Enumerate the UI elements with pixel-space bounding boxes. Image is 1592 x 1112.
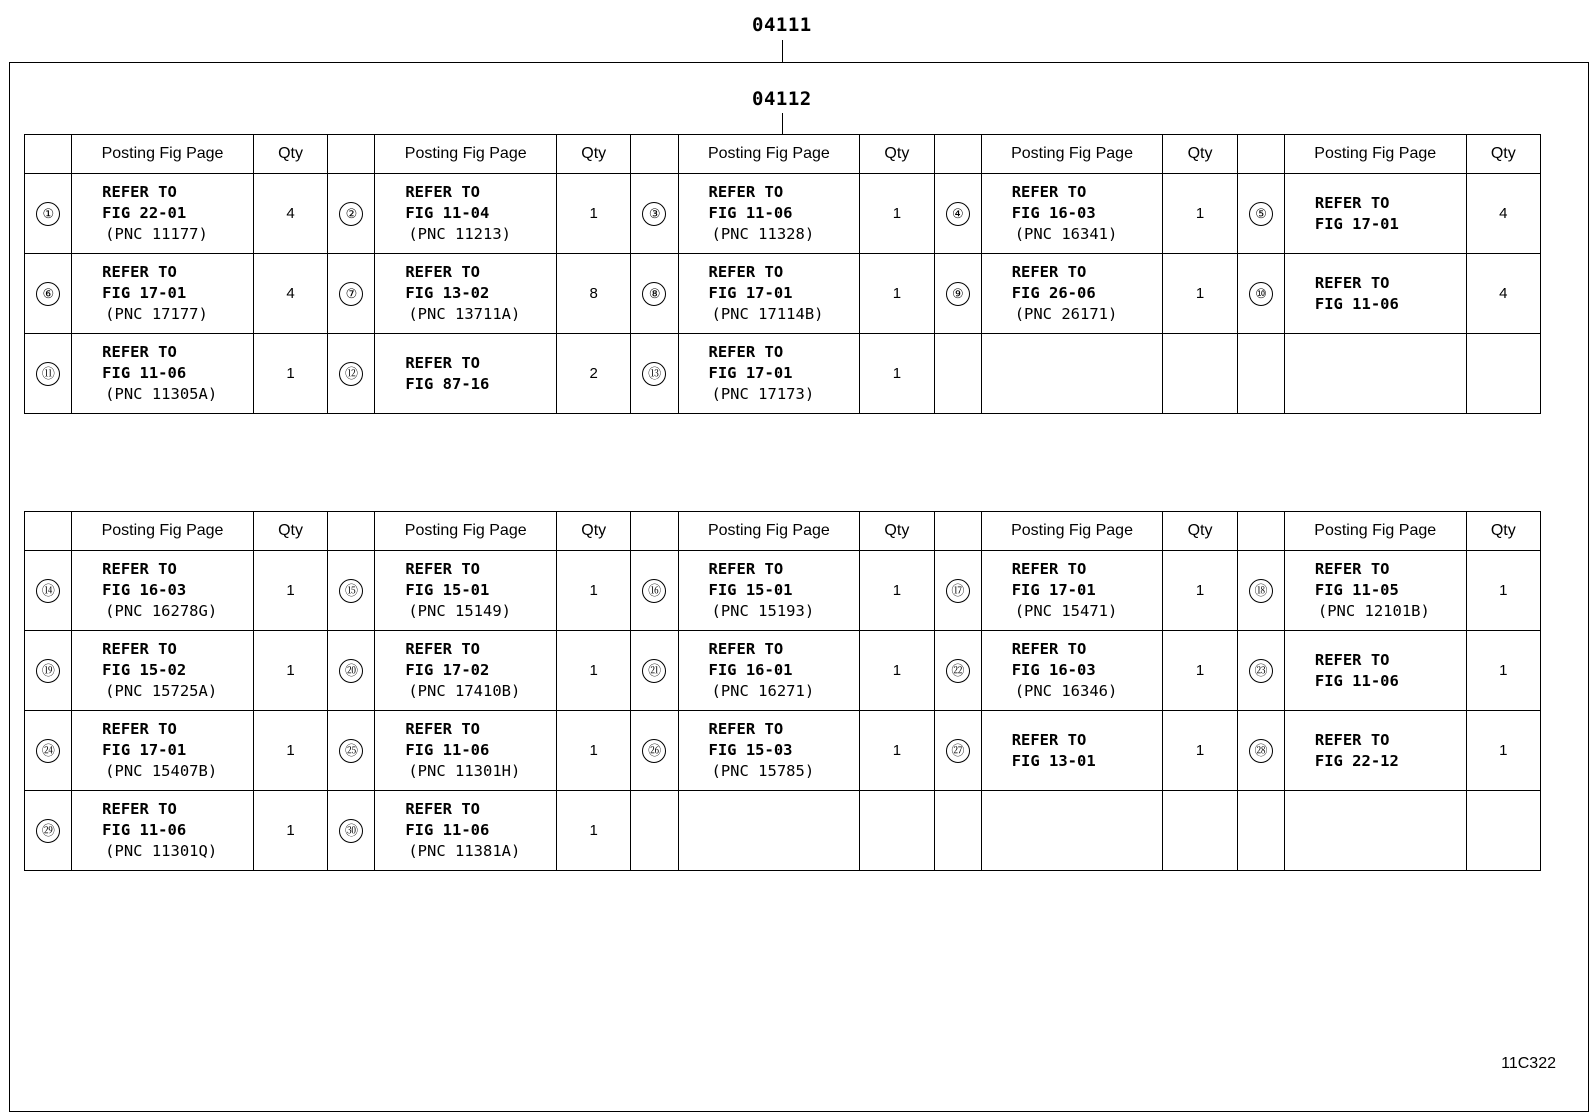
header-num-cell <box>631 135 678 174</box>
pnc-reference: (PNC 11301H) <box>408 762 521 780</box>
refer-to: REFER TO <box>102 720 177 738</box>
reference-cell <box>72 631 254 711</box>
refer-to: REFER TO <box>405 720 480 738</box>
empty-cell <box>860 791 934 871</box>
reference-cell <box>375 254 557 334</box>
item-number-cell <box>25 174 72 254</box>
qty-cell: 1 <box>557 551 631 631</box>
fig-reference: FIG 13-02 <box>405 284 490 302</box>
item-number: ① <box>36 202 60 226</box>
item-number-cell <box>328 334 375 414</box>
empty-cell <box>1163 334 1237 414</box>
item-number: ㉓ <box>1249 659 1273 683</box>
header-posting: Posting Fig Page <box>1284 512 1466 551</box>
reference-cell <box>375 631 557 711</box>
item-number-cell <box>631 254 678 334</box>
item-number-cell <box>328 631 375 711</box>
refer-to: REFER TO <box>1314 273 1390 292</box>
pnc-reference: (PNC 17173) <box>711 385 815 403</box>
pnc-reference: (PNC 15149) <box>408 602 511 620</box>
qty-cell: 1 <box>557 711 631 791</box>
table-row <box>25 334 1541 414</box>
header-num-cell <box>1237 135 1284 174</box>
item-number: ⑥ <box>36 282 60 306</box>
item-number: ㉚ <box>339 819 363 843</box>
pnc-reference: (PNC 16278G) <box>105 602 218 620</box>
refer-to: REFER TO <box>1314 730 1390 749</box>
reference-cell <box>72 551 254 631</box>
header-posting: Posting Fig Page <box>72 135 254 174</box>
fig-reference: FIG 17-01 <box>102 284 187 302</box>
item-number-cell <box>631 334 678 414</box>
header-qty: Qty <box>860 135 934 174</box>
pnc-reference: (PNC 26171) <box>1014 305 1118 323</box>
qty-cell: 1 <box>1163 174 1237 254</box>
item-number-cell <box>25 711 72 791</box>
item-number-cell <box>631 631 678 711</box>
reference-cell <box>981 174 1163 254</box>
header-num-cell <box>934 512 981 551</box>
reference-cell <box>981 631 1163 711</box>
item-number-cell <box>631 711 678 791</box>
qty-cell: 1 <box>1163 631 1237 711</box>
header-posting: Posting Fig Page <box>678 512 860 551</box>
reference-cell <box>1284 254 1466 334</box>
header-qty: Qty <box>860 512 934 551</box>
header-qty: Qty <box>1163 512 1237 551</box>
fig-reference: FIG 17-01 <box>708 364 793 382</box>
empty-cell <box>1163 791 1237 871</box>
parts-table-1 <box>24 134 1541 414</box>
fig-reference: FIG 17-01 <box>708 284 793 302</box>
qty-cell: 4 <box>1466 174 1540 254</box>
reference-cell <box>72 334 254 414</box>
fig-reference: FIG 87-16 <box>405 374 490 393</box>
fig-reference: FIG 11-06 <box>1314 671 1399 690</box>
item-number: ⑬ <box>642 362 666 386</box>
reference-cell <box>72 254 254 334</box>
pnc-reference: (PNC 17410B) <box>408 682 521 700</box>
refer-to: REFER TO <box>405 353 480 372</box>
refer-to: REFER TO <box>102 640 177 658</box>
reference-cell <box>72 174 254 254</box>
refer-to: REFER TO <box>708 263 784 281</box>
fig-reference: FIG 17-01 <box>1314 214 1399 233</box>
item-number: ⑰ <box>946 579 970 603</box>
header-qty: Qty <box>557 512 631 551</box>
item-number: ⑩ <box>1249 282 1273 306</box>
header-qty: Qty <box>253 512 327 551</box>
header-qty: Qty <box>557 135 631 174</box>
qty-cell: 1 <box>1163 711 1237 791</box>
qty-cell: 1 <box>860 334 934 414</box>
refer-to: REFER TO <box>1011 263 1087 281</box>
item-number: ④ <box>946 202 970 226</box>
header-posting: Posting Fig Page <box>1284 135 1466 174</box>
refer-to: REFER TO <box>708 343 784 361</box>
item-number: ⑧ <box>642 282 666 306</box>
refer-to: REFER TO <box>1314 650 1390 669</box>
item-number: ⑮ <box>339 579 363 603</box>
qty-cell: 1 <box>557 791 631 871</box>
empty-cell <box>631 791 678 871</box>
parts-table-2 <box>24 511 1541 871</box>
qty-cell: 4 <box>253 174 327 254</box>
qty-cell: 8 <box>557 254 631 334</box>
fig-reference: FIG 15-01 <box>405 581 490 599</box>
header-posting: Posting Fig Page <box>678 135 860 174</box>
fig-reference: FIG 13-01 <box>1011 751 1096 770</box>
qty-cell: 1 <box>253 551 327 631</box>
figure-code: 11C322 <box>1501 1055 1556 1072</box>
reference-cell <box>981 711 1163 791</box>
pnc-reference: (PNC 15471) <box>1014 602 1118 620</box>
reference-cell <box>678 334 860 414</box>
pnc-reference: (PNC 11177) <box>105 225 208 243</box>
qty-cell: 1 <box>557 631 631 711</box>
refer-to: REFER TO <box>405 263 480 281</box>
empty-cell <box>1284 334 1466 414</box>
reference-cell <box>1284 551 1466 631</box>
qty-cell: 1 <box>557 174 631 254</box>
pnc-reference: (PNC 11328) <box>711 225 815 243</box>
pnc-reference: (PNC 15785) <box>711 762 815 780</box>
item-number: ㉘ <box>1249 739 1273 763</box>
pnc-reference: (PNC 13711A) <box>408 305 521 323</box>
item-number: ⑪ <box>36 362 60 386</box>
item-number: ⑭ <box>36 579 60 603</box>
empty-cell <box>934 791 981 871</box>
empty-cell <box>1237 334 1284 414</box>
header-posting: Posting Fig Page <box>375 135 557 174</box>
pnc-reference: (PNC 11301Q) <box>105 842 218 860</box>
qty-cell: 1 <box>1466 711 1540 791</box>
pnc-reference: (PNC 11213) <box>408 225 511 243</box>
empty-cell <box>678 791 860 871</box>
refer-to: REFER TO <box>102 343 177 361</box>
refer-to: REFER TO <box>1011 183 1087 201</box>
fig-reference: FIG 11-06 <box>102 821 187 839</box>
item-number: ㉒ <box>946 659 970 683</box>
empty-cell <box>934 334 981 414</box>
qty-cell: 1 <box>253 711 327 791</box>
fig-reference: FIG 11-05 <box>1314 581 1399 599</box>
header-posting: Posting Fig Page <box>72 512 254 551</box>
refer-to: REFER TO <box>1011 640 1087 658</box>
header-posting: Posting Fig Page <box>375 512 557 551</box>
fig-reference: FIG 22-01 <box>102 204 187 222</box>
label-04112: 04112 <box>752 88 812 110</box>
reference-cell <box>375 551 557 631</box>
reference-cell <box>678 551 860 631</box>
header-posting: Posting Fig Page <box>981 135 1163 174</box>
refer-to: REFER TO <box>1314 560 1390 578</box>
reference-cell <box>72 791 254 871</box>
qty-cell: 1 <box>860 631 934 711</box>
header-num-cell <box>328 135 375 174</box>
header-qty: Qty <box>1466 512 1540 551</box>
header-num-cell <box>25 512 72 551</box>
item-number-cell <box>328 254 375 334</box>
item-number-cell <box>25 254 72 334</box>
refer-to: REFER TO <box>708 560 784 578</box>
qty-cell: 2 <box>557 334 631 414</box>
item-number: ⑱ <box>1249 579 1273 603</box>
table-row <box>25 711 1541 791</box>
reference-cell <box>981 551 1163 631</box>
item-number-cell <box>1237 551 1284 631</box>
item-number: ⑦ <box>339 282 363 306</box>
item-number: ③ <box>642 202 666 226</box>
item-number-cell <box>934 631 981 711</box>
header-num-cell <box>934 135 981 174</box>
header-num-cell <box>25 135 72 174</box>
item-number: ㉑ <box>642 659 666 683</box>
reference-cell <box>678 174 860 254</box>
fig-reference: FIG 15-02 <box>102 661 187 679</box>
fig-reference: FIG 11-06 <box>405 821 490 839</box>
reference-cell <box>1284 174 1466 254</box>
empty-cell <box>981 334 1163 414</box>
item-number: ㉔ <box>36 739 60 763</box>
item-number-cell <box>934 174 981 254</box>
reference-cell <box>375 334 557 414</box>
item-number-cell <box>328 174 375 254</box>
empty-cell <box>1466 791 1540 871</box>
refer-to: REFER TO <box>708 720 784 738</box>
reference-cell <box>375 791 557 871</box>
refer-to: REFER TO <box>405 183 480 201</box>
refer-to: REFER TO <box>102 263 177 281</box>
header-qty: Qty <box>1163 135 1237 174</box>
header-row <box>25 512 1541 551</box>
item-number-cell <box>631 174 678 254</box>
pnc-reference: (PNC 12101B) <box>1317 602 1430 620</box>
fig-reference: FIG 17-01 <box>1011 581 1096 599</box>
qty-cell: 4 <box>1466 254 1540 334</box>
qty-cell: 4 <box>253 254 327 334</box>
qty-cell: 1 <box>253 631 327 711</box>
fig-reference: FIG 16-03 <box>1011 204 1096 222</box>
table-row <box>25 551 1541 631</box>
leader-04111 <box>782 40 783 62</box>
reference-cell <box>1284 631 1466 711</box>
refer-to: REFER TO <box>405 560 480 578</box>
item-number-cell <box>1237 174 1284 254</box>
fig-reference: FIG 17-01 <box>102 741 187 759</box>
fig-reference: FIG 15-03 <box>708 741 793 759</box>
reference-cell <box>1284 711 1466 791</box>
fig-reference: FIG 16-03 <box>102 581 187 599</box>
header-num-cell <box>328 512 375 551</box>
item-number-cell <box>25 791 72 871</box>
item-number: ⑯ <box>642 579 666 603</box>
table-row <box>25 254 1541 334</box>
qty-cell: 1 <box>860 711 934 791</box>
fig-reference: FIG 22-12 <box>1314 751 1399 770</box>
pnc-reference: (PNC 16271) <box>711 682 815 700</box>
refer-to: REFER TO <box>102 560 177 578</box>
fig-reference: FIG 16-03 <box>1011 661 1096 679</box>
header-num-cell <box>1237 512 1284 551</box>
item-number-cell <box>328 711 375 791</box>
pnc-reference: (PNC 17114B) <box>711 305 824 323</box>
reference-cell <box>72 711 254 791</box>
item-number-cell <box>1237 631 1284 711</box>
refer-to: REFER TO <box>405 800 480 818</box>
leader-04112 <box>782 113 783 135</box>
refer-to: REFER TO <box>102 183 177 201</box>
refer-to: REFER TO <box>1314 193 1390 212</box>
fig-reference: FIG 11-06 <box>1314 294 1399 313</box>
item-number-cell <box>1237 254 1284 334</box>
refer-to: REFER TO <box>708 183 784 201</box>
item-number-cell <box>934 254 981 334</box>
item-number: ⑳ <box>339 659 363 683</box>
header-row <box>25 135 1541 174</box>
pnc-reference: (PNC 11381A) <box>408 842 521 860</box>
table-row <box>25 174 1541 254</box>
refer-to: REFER TO <box>405 640 480 658</box>
item-number: ㉕ <box>339 739 363 763</box>
fig-reference: FIG 26-06 <box>1011 284 1096 302</box>
reference-cell <box>375 174 557 254</box>
empty-cell <box>1237 791 1284 871</box>
item-number: ⑤ <box>1249 202 1273 226</box>
header-qty: Qty <box>253 135 327 174</box>
item-number-cell <box>328 791 375 871</box>
refer-to: REFER TO <box>1011 560 1087 578</box>
fig-reference: FIG 11-04 <box>405 204 490 222</box>
fig-reference: FIG 17-02 <box>405 661 490 679</box>
item-number: ⑫ <box>339 362 363 386</box>
refer-to: REFER TO <box>102 800 177 818</box>
qty-cell: 1 <box>253 334 327 414</box>
pnc-reference: (PNC 17177) <box>105 305 208 323</box>
item-number: ⑲ <box>36 659 60 683</box>
item-number-cell <box>25 631 72 711</box>
qty-cell: 1 <box>253 791 327 871</box>
reference-cell <box>375 711 557 791</box>
qty-cell: 1 <box>1466 551 1540 631</box>
refer-to: REFER TO <box>708 640 784 658</box>
empty-cell <box>1466 334 1540 414</box>
reference-cell <box>678 631 860 711</box>
item-number-cell <box>25 551 72 631</box>
item-number: ⑨ <box>946 282 970 306</box>
reference-cell <box>678 711 860 791</box>
item-number-cell <box>934 711 981 791</box>
item-number-cell <box>934 551 981 631</box>
fig-reference: FIG 11-06 <box>102 364 187 382</box>
qty-cell: 1 <box>1163 551 1237 631</box>
refer-to: REFER TO <box>1011 730 1087 749</box>
qty-cell: 1 <box>1163 254 1237 334</box>
item-number-cell <box>25 334 72 414</box>
empty-cell <box>1284 791 1466 871</box>
qty-cell: 1 <box>860 174 934 254</box>
empty-cell <box>981 791 1163 871</box>
pnc-reference: (PNC 15407B) <box>105 762 218 780</box>
pnc-reference: (PNC 16346) <box>1014 682 1118 700</box>
item-number-cell <box>328 551 375 631</box>
pnc-reference: (PNC 11305A) <box>105 385 218 403</box>
reference-cell <box>981 254 1163 334</box>
item-number: ㉖ <box>642 739 666 763</box>
pnc-reference: (PNC 15193) <box>711 602 815 620</box>
reference-cell <box>678 254 860 334</box>
label-04111: 04111 <box>752 14 812 36</box>
qty-cell: 1 <box>860 551 934 631</box>
fig-reference: FIG 11-06 <box>405 741 490 759</box>
qty-cell: 1 <box>1466 631 1540 711</box>
header-qty: Qty <box>1466 135 1540 174</box>
fig-reference: FIG 15-01 <box>708 581 793 599</box>
fig-reference: FIG 16-01 <box>708 661 793 679</box>
table-row <box>25 631 1541 711</box>
item-number-cell <box>1237 711 1284 791</box>
pnc-reference: (PNC 16341) <box>1014 225 1118 243</box>
item-number: ② <box>339 202 363 226</box>
pnc-reference: (PNC 15725A) <box>105 682 218 700</box>
qty-cell: 1 <box>860 254 934 334</box>
item-number: ㉙ <box>36 819 60 843</box>
header-num-cell <box>631 512 678 551</box>
fig-reference: FIG 11-06 <box>708 204 793 222</box>
item-number-cell <box>631 551 678 631</box>
header-posting: Posting Fig Page <box>981 512 1163 551</box>
table-row <box>25 791 1541 871</box>
item-number: ㉗ <box>946 739 970 763</box>
